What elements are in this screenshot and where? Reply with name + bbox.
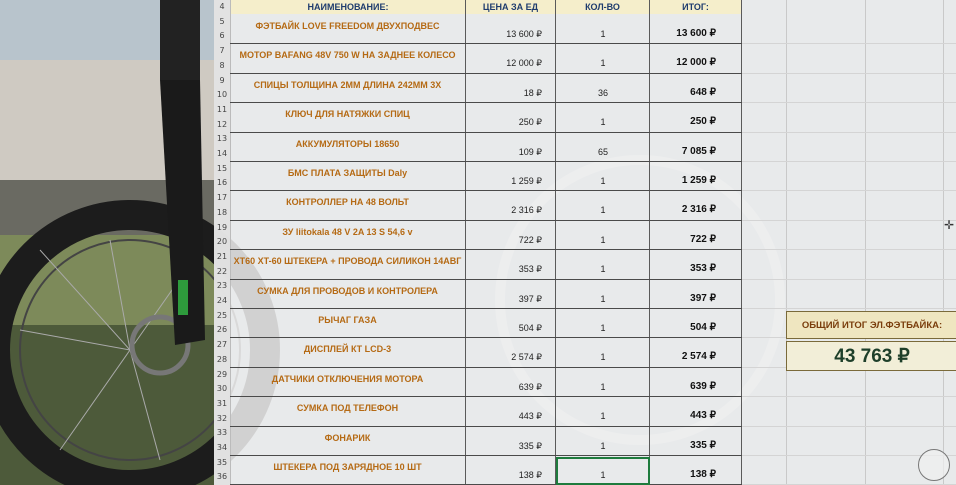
item-qty-cell[interactable]: 1 bbox=[600, 234, 606, 245]
row-number[interactable]: 31 bbox=[216, 398, 228, 408]
row-number[interactable]: 16 bbox=[216, 178, 228, 188]
row-number[interactable]: 12 bbox=[216, 119, 228, 129]
item-total-cell[interactable]: 2 316 ₽ bbox=[681, 204, 716, 216]
item-name-cell[interactable]: СУМКА ДЛЯ ПРОВОДОВ И КОНТРОЛЕРА bbox=[257, 285, 438, 296]
item-price-cell[interactable]: 397 ₽ bbox=[518, 293, 542, 304]
row-number[interactable]: 28 bbox=[216, 354, 228, 364]
item-total-cell[interactable]: 648 ₽ bbox=[690, 86, 716, 98]
row-number[interactable]: 34 bbox=[216, 443, 228, 452]
plus-cursor-icon: ✛ bbox=[944, 218, 955, 232]
item-qty-cell[interactable]: 1 bbox=[600, 264, 606, 275]
row-number[interactable]: 10 bbox=[216, 90, 228, 100]
item-name-cell[interactable]: ДАТЧИКИ ОТКЛЮЧЕНИЯ МОТОРА bbox=[271, 373, 424, 384]
item-qty-cell[interactable]: 1 bbox=[600, 411, 606, 422]
row-number[interactable]: 21 bbox=[216, 251, 228, 261]
item-qty-cell[interactable]: 1 bbox=[600, 293, 606, 304]
header-total: ИТОГ: bbox=[650, 0, 741, 14]
row-number[interactable]: 18 bbox=[216, 207, 228, 217]
item-price-cell[interactable]: 1 259 ₽ bbox=[511, 176, 542, 186]
item-name-cell[interactable]: КЛЮЧ ДЛЯ НАТЯЖКИ СПИЦ bbox=[285, 109, 410, 120]
row-border bbox=[230, 426, 742, 427]
row-number[interactable]: 33 bbox=[216, 428, 228, 438]
item-name-cell[interactable]: БМС ПЛАТА ЗАЩИТЫ Daly bbox=[287, 168, 408, 178]
selected-cell[interactable] bbox=[556, 457, 650, 485]
item-price-cell[interactable]: 12 000 ₽ bbox=[506, 58, 542, 69]
row-number[interactable]: 20 bbox=[216, 237, 228, 247]
row-border bbox=[742, 102, 956, 103]
item-total-cell[interactable]: 504 ₽ bbox=[690, 322, 716, 333]
item-qty-cell[interactable]: 1 bbox=[600, 323, 606, 333]
row-border bbox=[230, 220, 742, 221]
item-name-cell[interactable]: АККУМУЛЯТОРЫ 18650 bbox=[295, 138, 400, 149]
row-border bbox=[742, 396, 956, 397]
row-number[interactable]: 7 bbox=[219, 46, 225, 56]
row-border bbox=[742, 220, 956, 221]
row-number[interactable]: 11 bbox=[216, 104, 228, 114]
row-number[interactable]: 36 bbox=[216, 472, 228, 482]
item-name-cell[interactable]: ЗУ liitokala 48 V 2A 13 S 54,6 v bbox=[282, 226, 413, 237]
item-name-cell[interactable]: МОТОР BAFANG 48V 750 W НА ЗАДНЕЕ КОЛЕСО bbox=[239, 50, 456, 61]
item-price-cell[interactable]: 109 ₽ bbox=[518, 146, 542, 157]
item-total-cell[interactable]: 335 ₽ bbox=[690, 439, 716, 451]
item-name-cell[interactable]: XT60 XT-60 ШТЕКЕРА + ПРОВОДА СИЛИКОН 14АВГ bbox=[233, 256, 462, 267]
row-border bbox=[230, 308, 742, 309]
item-price-cell[interactable]: 13 600 ₽ bbox=[506, 29, 542, 39]
grand-total-value[interactable]: 43 763 ₽ bbox=[786, 341, 956, 371]
row-number[interactable]: 6 bbox=[219, 31, 225, 41]
row-border bbox=[230, 161, 742, 162]
row-border bbox=[742, 161, 956, 162]
row-border bbox=[230, 337, 742, 338]
header-price: ЦЕНА ЗА ЕД bbox=[466, 0, 555, 14]
row-border bbox=[230, 455, 742, 456]
row-number[interactable]: 24 bbox=[216, 296, 228, 305]
row-number[interactable]: 26 bbox=[216, 325, 228, 335]
row-number[interactable]: 25 bbox=[216, 310, 228, 320]
row-number[interactable]: 32 bbox=[216, 413, 228, 423]
item-name-cell[interactable]: ФОНАРИК bbox=[324, 432, 371, 443]
row-number[interactable]: 17 bbox=[216, 193, 228, 203]
item-qty-cell[interactable]: 1 bbox=[600, 58, 606, 69]
row-border bbox=[230, 367, 742, 368]
item-total-cell[interactable]: 7 085 ₽ bbox=[681, 145, 716, 157]
row-border bbox=[230, 102, 742, 103]
row-border bbox=[230, 73, 742, 74]
header-name: НАИМЕНОВАНИЕ: bbox=[231, 0, 465, 14]
item-qty-cell[interactable]: 1 bbox=[600, 205, 606, 216]
row-border bbox=[230, 249, 742, 250]
row-number[interactable]: 23 bbox=[216, 281, 228, 291]
row-number[interactable]: 9 bbox=[219, 75, 225, 85]
item-total-cell[interactable]: 397 ₽ bbox=[690, 292, 716, 304]
row-number[interactable]: 19 bbox=[216, 222, 228, 232]
item-qty-cell[interactable]: 1 bbox=[600, 470, 606, 480]
row-border bbox=[230, 132, 742, 133]
item-price-cell[interactable]: 639 ₽ bbox=[518, 381, 542, 392]
row-number[interactable]: 22 bbox=[216, 266, 228, 276]
channel-logo-icon bbox=[918, 449, 950, 481]
item-price-cell[interactable]: 250 ₽ bbox=[518, 117, 542, 128]
row-border bbox=[230, 279, 742, 280]
item-qty-cell[interactable]: 1 bbox=[600, 440, 606, 451]
item-qty-cell[interactable]: 1 bbox=[600, 381, 606, 392]
item-qty-cell[interactable]: 1 bbox=[600, 352, 606, 363]
item-name-cell[interactable]: ШТЕКЕРА ПОД ЗАРЯДНОЕ 10 ШТ bbox=[273, 462, 422, 472]
item-qty-cell[interactable]: 1 bbox=[600, 117, 606, 128]
row-border bbox=[742, 308, 956, 309]
row-number[interactable]: 29 bbox=[216, 369, 228, 379]
row-number[interactable]: 35 bbox=[216, 457, 228, 467]
item-qty-cell[interactable]: 36 bbox=[597, 87, 608, 98]
row-number[interactable]: 13 bbox=[216, 134, 228, 144]
row-number[interactable]: 15 bbox=[216, 163, 228, 173]
row-number[interactable]: 4 bbox=[219, 2, 225, 11]
row-border bbox=[742, 73, 956, 74]
row-number[interactable]: 5 bbox=[219, 16, 225, 26]
item-price-cell[interactable]: 2 574 ₽ bbox=[511, 352, 542, 363]
item-price-cell[interactable]: 335 ₽ bbox=[518, 440, 542, 451]
row-border bbox=[230, 190, 742, 191]
item-total-cell[interactable]: 138 ₽ bbox=[690, 469, 716, 480]
item-price-cell[interactable]: 504 ₽ bbox=[518, 323, 542, 333]
item-total-cell[interactable]: 2 574 ₽ bbox=[681, 351, 716, 363]
item-price-cell[interactable]: 138 ₽ bbox=[518, 470, 542, 480]
item-qty-cell[interactable]: 65 bbox=[597, 146, 608, 157]
item-total-cell[interactable]: 250 ₽ bbox=[690, 116, 716, 128]
item-total-cell[interactable]: 12 000 ₽ bbox=[676, 57, 716, 69]
header-qty: КОЛ-ВО bbox=[556, 0, 649, 14]
item-name-cell[interactable]: СПИЦЫ ТОЛЩИНА 2ММ ДЛИНА 242ММ 3Х bbox=[253, 79, 442, 90]
item-name-cell[interactable]: ФЭТБАЙК LOVE FREEDOM ДВУХПОДВЕС bbox=[255, 21, 440, 31]
item-name-cell[interactable]: СУМКА ПОД ТЕЛЕФОН bbox=[296, 403, 399, 414]
row-border bbox=[230, 396, 742, 397]
item-total-cell[interactable]: 639 ₽ bbox=[690, 380, 716, 392]
item-price-cell[interactable]: 18 ₽ bbox=[523, 87, 542, 98]
item-total-cell[interactable]: 353 ₽ bbox=[690, 263, 716, 275]
row-number-column bbox=[214, 0, 231, 485]
row-number[interactable]: 8 bbox=[219, 60, 225, 70]
row-border bbox=[742, 132, 956, 133]
row-border bbox=[742, 279, 956, 280]
item-name-cell[interactable]: ДИСПЛЕЙ КТ LCD-3 bbox=[303, 344, 392, 355]
row-number[interactable]: 14 bbox=[216, 149, 228, 158]
row-border bbox=[742, 249, 956, 250]
item-total-cell[interactable]: 1 259 ₽ bbox=[681, 175, 716, 186]
row-number[interactable]: 30 bbox=[216, 384, 228, 394]
item-name-cell[interactable]: РЫЧАГ ГАЗА bbox=[318, 315, 377, 325]
row-border bbox=[742, 43, 956, 44]
row-border bbox=[230, 43, 742, 44]
item-price-cell[interactable]: 2 316 ₽ bbox=[511, 205, 542, 216]
row-border bbox=[742, 190, 956, 191]
row-border bbox=[742, 426, 956, 427]
grand-total-label: ОБЩИЙ ИТОГ ЭЛ.ФЭТБАЙКА: bbox=[786, 311, 956, 339]
item-total-cell[interactable]: 13 600 ₽ bbox=[676, 28, 716, 39]
item-total-cell[interactable]: 443 ₽ bbox=[690, 410, 716, 422]
item-total-cell[interactable]: 722 ₽ bbox=[690, 233, 716, 245]
row-number[interactable]: 27 bbox=[216, 340, 228, 350]
item-price-cell[interactable]: 443 ₽ bbox=[518, 411, 542, 422]
item-price-cell[interactable]: 353 ₽ bbox=[518, 264, 542, 275]
item-price-cell[interactable]: 722 ₽ bbox=[518, 234, 542, 245]
item-qty-cell[interactable]: 1 bbox=[600, 176, 606, 186]
item-qty-cell[interactable]: 1 bbox=[600, 29, 606, 39]
item-name-cell[interactable]: КОНТРОЛЛЕР НА 48 ВОЛЬТ bbox=[286, 197, 409, 208]
